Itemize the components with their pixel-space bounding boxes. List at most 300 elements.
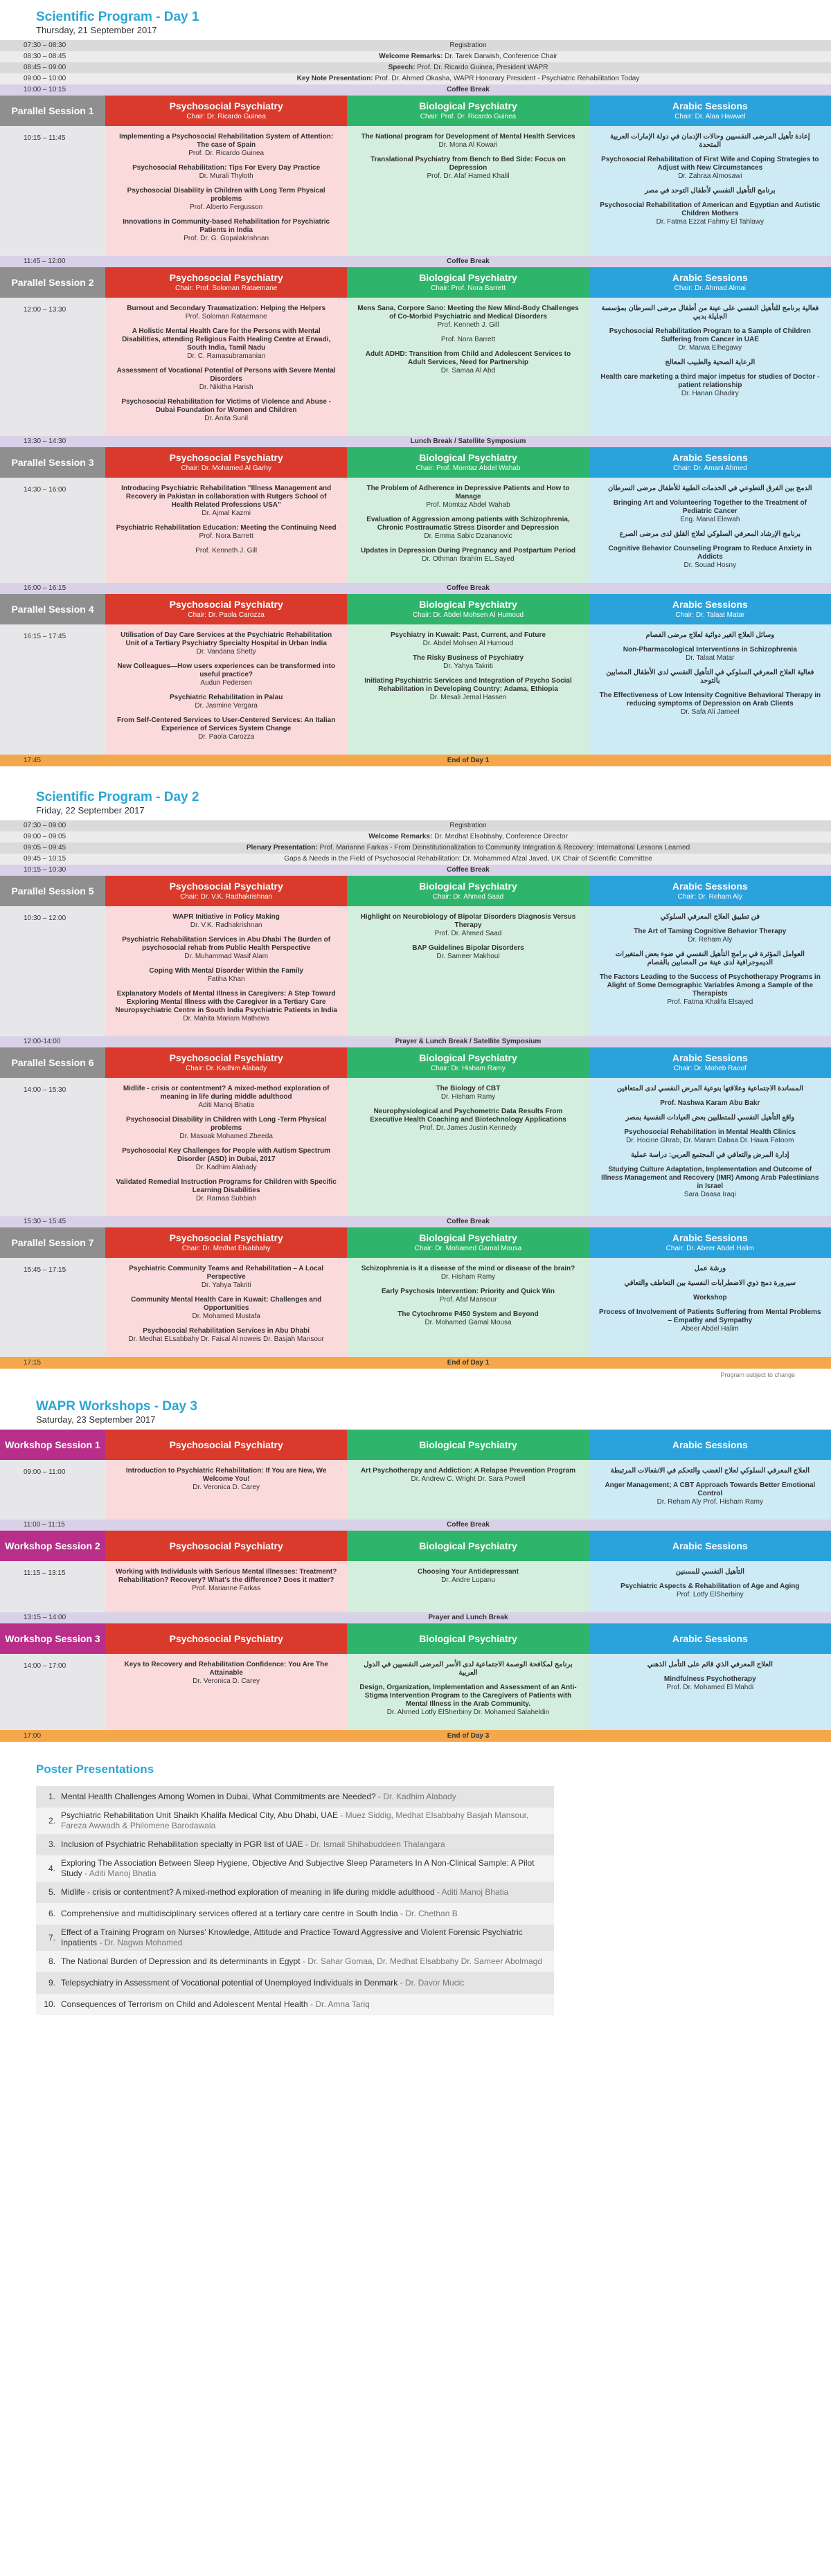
biological-track-header (347, 1430, 589, 1460)
talk-item (357, 1108, 579, 1133)
arabic-talks (589, 298, 831, 436)
parallel-session-5 (0, 876, 831, 1036)
talk-title: وسائل العلاج الغير دوائية لعلاج مرضى الفصام (645, 631, 775, 639)
parallel-session-1 (0, 96, 831, 256)
psychosocial-track-name: Psychosocial Psychiatry (169, 881, 283, 892)
workshop-session-2 (0, 1531, 831, 1612)
biological-track-name: Biological Psychiatry (419, 272, 517, 283)
arabic-track-header (589, 1531, 831, 1561)
poster-text (61, 1978, 464, 1988)
biological-talks (347, 624, 589, 755)
row-time: 07:30 – 08:30 (24, 42, 66, 49)
biological-track-header (347, 1623, 589, 1654)
arabic-track-name: Arabic Sessions (672, 1632, 748, 1644)
talk-item (357, 1310, 579, 1327)
poster-text (61, 1839, 445, 1850)
poster-authors: - Dr. Ismail Shihabuddeen Thalangara (303, 1839, 445, 1849)
talk-speaker: Dr. Andre Lupanu (441, 1576, 495, 1584)
poster-item (36, 1786, 554, 1808)
day3-header (0, 1378, 831, 1425)
poster-title-text: Mental Health Challenges Among Women in Dubai, What Commitments are Needed? (61, 1792, 376, 1801)
talk-title: برنامج الإرشاد المعرفي السلوكي لعلاج القلق لدى مرضى الصرع (619, 530, 801, 538)
poster-title-text: Psychiatric Rehabilitation Unit Shaikh Khalifa Medical City, Abu Dhabi, UAE (61, 1810, 338, 1820)
talk-title: Psychosocial Rehabilitation Program to a Sample of Children Suffering from Cancer in UAE (609, 327, 811, 343)
day1-break-2: 11:45 – 12:00 Coffee Break (0, 256, 831, 267)
arabic-track-chair: Chair: Dr. Ahmad Almai (674, 285, 746, 292)
session-label: Parallel Session 2 (0, 267, 105, 298)
talk-speaker: Dr. Veronica D. Carey (193, 1484, 260, 1491)
talk-title: Schizophrenia is it a disease of the mind or disease of the brain? (361, 1265, 575, 1272)
talk-title: Explanatory Models of Mental Illness in Caregivers: A Step Toward Exploring Mental Illness with the Caregiver in a Tertiary Care Neuropsychiatric Centre in South India Psychiatric Patients in India (115, 990, 337, 1014)
talk-speaker: Dr. Nikitha Harish (199, 384, 253, 391)
parallel-session-2 (0, 267, 831, 436)
session-time: 10:30 – 12:00 (0, 906, 105, 1036)
session-label: Parallel Session 3 (0, 447, 105, 478)
session-label: Parallel Session 1 (0, 96, 105, 126)
arabic-talks (589, 906, 831, 1036)
talk-item (599, 1568, 821, 1576)
psychosocial-talks (105, 1258, 347, 1357)
arabic-track-chair: Chair: Dr. Alaa Hawwel (674, 113, 746, 120)
poster-item (36, 1925, 554, 1951)
psychosocial-track-header (105, 1623, 347, 1654)
talk-speaker: Dr. Anita Sunil (204, 415, 249, 422)
session-time: 15:45 – 17:15 (0, 1258, 105, 1357)
talk-speaker: Prof. Dr. Afaf Hamed Khalil (427, 172, 510, 180)
talk-title: From Self-Centered Services to User-Centered Services: An Italian Experience of Services System Change (117, 717, 336, 732)
day3-prayer: 13:15 – 14:00 Prayer and Lunch Break (0, 1612, 831, 1623)
psychosocial-track-name: Psychosocial Psychiatry (169, 272, 283, 283)
psychosocial-talks (105, 1078, 347, 1216)
session-time: 14:00 – 17:00 (0, 1654, 105, 1730)
talk-item (115, 1265, 337, 1290)
talk-speaker: Prof. Dr. Ricardo Guinea (188, 150, 265, 157)
talk-title: Evaluation of Aggression among patients with Schizophrenia, Chronic Posttraumatic Stress Disorder and Depression (366, 516, 570, 532)
poster-number: 1. (48, 1792, 55, 1801)
psychosocial-track-chair: Chair: Prof. Soloman Rataemane (175, 285, 278, 292)
day3-date: Saturday, 23 September 2017 (36, 1414, 156, 1425)
arabic-track-header (589, 1623, 831, 1654)
talk-speaker: Prof. Kenneth J. Gill (437, 321, 499, 329)
biological-track-header (347, 267, 589, 298)
talk-title: The National program for Development of Mental Health Services (361, 133, 575, 141)
psychosocial-track-header (105, 594, 347, 624)
biological-track-header (347, 447, 589, 478)
talk-title: Adult ADHD: Transition from Child and Adolescent Services to Adult Services, Need for Partnership (365, 350, 571, 366)
session-label: Parallel Session 4 (0, 594, 105, 624)
talk-item (599, 485, 821, 493)
session-header (0, 1227, 831, 1258)
day1-title: Scientific Program - Day 1 (36, 10, 199, 24)
talk-speaker: Dr. Reham Aly Prof. Hisham Ramy (656, 1498, 763, 1506)
psychosocial-track-header (105, 1430, 347, 1460)
opening-row (0, 62, 831, 73)
talk-speaker: Dr. Reham Aly (688, 936, 733, 944)
talk-speaker: Dr. Kadhim Alabady (195, 1164, 257, 1171)
session-header (0, 876, 831, 906)
day2-prayer: 12:00-14:00 Prayer & Lunch Break / Satellite Symposium (0, 1036, 831, 1047)
biological-track-name: Biological Psychiatry (419, 1052, 517, 1063)
opening-row (0, 51, 831, 62)
day2-break-1: 10:15 – 10:30 Coffee Break (0, 865, 831, 876)
biological-track-name: Biological Psychiatry (419, 1540, 517, 1551)
talk-title: Art Psychotherapy and Addiction: A Relapse Prevention Program (360, 1467, 576, 1475)
talk-item (357, 485, 579, 510)
talk-speaker: Dr. Ajmal Kazmi (202, 510, 251, 517)
poster-authors: - Dr. Amna Tariq (307, 1999, 370, 2009)
day1-break-3: 16:00 – 16:15 Coffee Break (0, 583, 831, 594)
talk-item (357, 944, 579, 961)
talk-speaker: Prof. Afaf Mansour (439, 1296, 497, 1304)
arabic-track-header (589, 1047, 831, 1078)
session-body (0, 624, 831, 755)
session-label: Parallel Session 5 (0, 876, 105, 906)
day3-title: WAPR Workshops - Day 3 (36, 1399, 197, 1414)
talk-title: Psychiatric Aspects & Rehabilitation of Age and Aging (620, 1583, 800, 1590)
biological-track-chair: Chair: Dr. Mohamed Gamal Mousa (414, 1245, 522, 1252)
talk-speaker: Dr. Vandana Shetty (196, 648, 256, 656)
poster-number: 10. (44, 1999, 55, 2009)
talk-title: التأهيل النفسي للمسنين (675, 1568, 744, 1576)
talk-title: Choosing Your Antidepressant (418, 1568, 519, 1576)
session-label: Parallel Session 6 (0, 1047, 105, 1078)
biological-track-chair: Chair: Prof. Dr. Ricardo Guinea (420, 113, 517, 120)
workshop-session-3 (0, 1623, 831, 1730)
talk-title: Midlife - crisis or contentment? A mixed-method exploration of meaning in life during middle adulthood (123, 1085, 330, 1101)
row-time: 09:00 – 10:00 (24, 75, 66, 82)
talk-title: BAP Guidelines Bipolar Disorders (412, 944, 524, 952)
session-body (0, 1561, 831, 1612)
talk-item (115, 367, 337, 392)
poster-item (36, 1882, 554, 1903)
talk-title: The Factors Leading to the Success of Psychotherapy Programs in Alight of Some Demographic Variables Among a Sample of the Therapists (599, 973, 821, 998)
talk-speaker: Dr. Mohamed Mustafa (192, 1313, 260, 1320)
talk-title: Cognitive Behavior Counseling Program to Reduce Anxiety in Addicts (608, 545, 812, 561)
poster-number: 3. (48, 1839, 55, 1849)
session-time: 11:15 – 13:15 (0, 1561, 105, 1612)
talk-item (357, 913, 579, 938)
session-label: Workshop Session 1 (0, 1430, 105, 1460)
biological-track-header (347, 1531, 589, 1561)
session-body (0, 1654, 831, 1730)
biological-track-header (347, 96, 589, 126)
psychosocial-track-chair: Chair: Dr. Kadhim Alabady (186, 1065, 267, 1072)
talk-speaker: Abeer Abdel Halim (681, 1325, 739, 1333)
talk-item (357, 516, 579, 541)
session-time: 14:00 – 15:30 (0, 1078, 105, 1216)
session-header (0, 594, 831, 624)
biological-track-name: Biological Psychiatry (419, 1632, 517, 1644)
talk-item (115, 164, 337, 181)
psychosocial-talks (105, 1561, 347, 1612)
arabic-track-name: Arabic Sessions (672, 100, 748, 111)
row-text: Gaps & Needs in the Field of Psychosocial Rehabilitation: Dr. Mohammed Afzal Javed, UK Chair of Scientific Committee (284, 855, 652, 863)
talk-speaker: Dr. Paola Carozza (198, 733, 255, 741)
session-body (0, 906, 831, 1036)
talk-speaker: Prof. Nora Barrett (199, 532, 253, 540)
talk-speaker: Prof. Marianne Farkas (192, 1585, 261, 1592)
parallel-session-7 (0, 1227, 831, 1357)
talk-item (357, 1467, 579, 1484)
talk-speaker: Dr. Mesali Jemal Hassen (429, 694, 507, 701)
psychosocial-track-name: Psychosocial Psychiatry (169, 1052, 283, 1063)
talk-title: Coping With Mental Disorder Within the Family (149, 967, 303, 975)
talk-title: Health care marketing a third major impetus for studies of Doctor - patient relationship (600, 373, 820, 389)
talk-item (115, 1327, 337, 1344)
talk-speaker: Dr. Fatma Ezzat Fahmy El Tahlawy (656, 218, 765, 226)
day2-title: Scientific Program - Day 2 (36, 790, 199, 804)
psychosocial-track-header (105, 267, 347, 298)
talk-speaker: Dr. Hocine Ghrab, Dr. Maram Dabaa Dr. Hawa Fatoom (626, 1137, 794, 1144)
talk-title: Workshop (692, 1294, 727, 1301)
day2-date: Friday, 22 September 2017 (36, 805, 145, 816)
day1-end: 17:45 End of Day 1 (0, 755, 831, 766)
talk-title: Psychosocial Rehabilitation for Victims of Violence and Abuse - Dubai Foundation for Women and Children (121, 398, 331, 414)
biological-track-name: Biological Psychiatry (419, 1439, 517, 1450)
talk-title: WAPR Initiative in Policy Making (172, 913, 280, 921)
arabic-talks (589, 1561, 831, 1612)
biological-track-name: Biological Psychiatry (419, 881, 517, 892)
talk-item (115, 990, 337, 1023)
poster-item (36, 1903, 554, 1925)
talk-item (599, 631, 821, 640)
arabic-track-name: Arabic Sessions (672, 1439, 748, 1450)
psychosocial-track-chair: Chair: Dr. Mohamed Al Garhy (181, 465, 271, 472)
psychosocial-talks (105, 906, 347, 1036)
poster-item (36, 1855, 554, 1882)
talk-title: المساندة الاجتماعية وعلاقتها بنوعية المرض النفسي لدى المتعافين (616, 1085, 803, 1092)
talk-title: Psychosocial Key Challenges for People with Autism Spectrum Disorder (ASD) in Dubai, 2017 (122, 1147, 331, 1163)
session-label: Workshop Session 2 (0, 1531, 105, 1561)
talk-title: Psychiatry in Kuwait: Past, Current, and Future (391, 631, 546, 639)
talk-speaker: Dr. Marwa Elhegawy (678, 344, 742, 352)
arabic-track-chair: Chair: Dr. Talaat Matar (675, 611, 745, 619)
talk-title: Early Psychosis Intervention: Priority and Quick Win (382, 1288, 555, 1295)
talk-item (599, 1265, 821, 1273)
talk-item (115, 1116, 337, 1141)
talk-item (115, 133, 337, 158)
arabic-track-chair: Chair: Dr. Moheb Raoof (673, 1065, 747, 1072)
talk-speaker: Prof. Fatma Khalifa Elsayed (667, 998, 753, 1006)
talk-title: الدمج بين الفرق التطوعي في الخدمات الطبية للأطفال مرضى السرطان (608, 485, 812, 492)
talk-item (599, 545, 821, 570)
opening-row (0, 40, 831, 51)
day2-break-2: 15:30 – 15:45 Coffee Break (0, 1216, 831, 1227)
talk-item (357, 1265, 579, 1281)
session-body (0, 478, 831, 583)
psychosocial-track-header (105, 96, 347, 126)
poster-text (61, 1999, 370, 2010)
arabic-talks (589, 1654, 831, 1730)
talk-title: إدارة المرض والتعافي في المجتمع العربي: دراسة عملية (631, 1151, 789, 1159)
poster-number: 5. (48, 1887, 55, 1897)
talk-speaker: Dr. V.K. Radhakrishnan (190, 921, 262, 929)
talk-speaker: Dr. Talaat Matar (686, 654, 735, 662)
talk-item (115, 1085, 337, 1110)
talk-item (599, 928, 821, 944)
arabic-track-header (589, 876, 831, 906)
talk-title: Implementing a Psychosocial Rehabilitation System of Attention: The case of Spain (119, 133, 334, 149)
talk-speaker: Dr. Emma Sabic Dzananovic (424, 532, 512, 540)
poster-text (61, 1909, 458, 1919)
talk-item (357, 1568, 579, 1585)
talk-title: Mindfulness Psychotherapy (663, 1675, 756, 1683)
talk-item (115, 663, 337, 687)
talk-item (599, 669, 821, 685)
psychosocial-talks (105, 624, 347, 755)
talk-item (599, 1279, 821, 1288)
row-time: 08:45 – 09:00 (24, 64, 66, 71)
talk-speaker: Aditi Manoj Bhatia (198, 1101, 254, 1109)
talk-title: Introduction to Psychiatric Rehabilitation: If You are New, We Welcome You! (125, 1467, 327, 1483)
talk-speaker: Prof. Nora Barrett (440, 336, 496, 343)
talk-title: العلاج المعرفي الذي قائم على التأمل الذهني (647, 1661, 773, 1668)
biological-track-name: Biological Psychiatry (419, 599, 517, 610)
psychosocial-talks (105, 298, 347, 436)
day1-lunch: 13:30 – 14:30 Lunch Break / Satellite Symposium (0, 436, 831, 447)
talk-speaker: Prof. Kenneth J. Gill (195, 547, 258, 555)
poster-number: 4. (48, 1863, 55, 1873)
arabic-track-name: Arabic Sessions (672, 881, 748, 892)
psychosocial-track-header (105, 1531, 347, 1561)
talk-item (599, 1151, 821, 1160)
arabic-talks (589, 624, 831, 755)
row-text: Prof. Marianne Farkas - From Deinstitutionalization to Community Integration & Recovery: International Lessons Learned (319, 844, 690, 852)
workshop-session-1 (0, 1430, 831, 1520)
talk-title: العوامل المؤثرة في برامج التأهيل النفسي في ضوء بعض المتغيرات الديموجرافية لدى عينة من المصابين بالفصام (615, 951, 805, 966)
arabic-track-chair: Chair: Dr. Amani Ahmed (672, 465, 747, 472)
biological-track-name: Biological Psychiatry (419, 1232, 517, 1243)
talk-title: العلاج المعرفي السلوكي لعلاج الغضب والتحكم في الانفعالات المرتبطة (610, 1467, 810, 1475)
talk-item (599, 913, 821, 921)
psychosocial-track-name: Psychosocial Psychiatry (169, 100, 283, 111)
session-body (0, 1258, 831, 1357)
opening-row (0, 820, 831, 831)
talk-title: Keys to Recovery and Rehabilitation Confidence: You Are The Attainable (124, 1661, 328, 1677)
talk-speaker: Prof. Dr. Ahmed Saad (434, 930, 502, 937)
talk-title: Introducing Psychiatric Rehabilitation "Illness Management and Recovery in Pakistan in collaboration with Rutgers School of Health Related Professions USA" (121, 485, 332, 509)
session-time: 14:30 – 16:00 (0, 478, 105, 583)
parallel-session-6 (0, 1047, 831, 1216)
talk-title: Anger Management; A CBT Approach Towards Better Emotional Control (605, 1481, 816, 1497)
talk-item (115, 936, 337, 961)
day3-end: 17:00 End of Day 3 (0, 1730, 831, 1742)
talk-item (599, 1675, 821, 1692)
talk-item (599, 646, 821, 663)
talk-item (599, 156, 821, 181)
talk-title: The Risky Business of Psychiatry (412, 654, 524, 662)
poster-number: 2. (48, 1815, 55, 1826)
talk-title: Utilisation of Day Care Services at the Psychiatric Rehabilitation Unit of a Tertiary Psychiatry Specialty Hospital in Urban India (120, 631, 332, 647)
psychosocial-track-name: Psychosocial Psychiatry (169, 1632, 283, 1644)
talk-title: A Holistic Mental Health Care for the Persons with Mental Disabilities, attending Religious Faith Healing Centre at Erwadi, South India, Tamil Nadu (122, 327, 331, 352)
talk-title: Psychiatric Community Teams and Rehabilitation – A Local Perspective (129, 1265, 324, 1281)
poster-title-text: Exploring The Association Between Sleep Hygiene, Objective And Subjective Sleep Parameters In A Non-Clinical Sample: A Pilot Study (61, 1858, 535, 1878)
psychosocial-talks (105, 1654, 347, 1730)
session-label: Parallel Session 7 (0, 1227, 105, 1258)
day3-break-1: 11:00 – 11:15 Coffee Break (0, 1520, 831, 1531)
psychosocial-track-name: Psychosocial Psychiatry (169, 1232, 283, 1243)
parallel-session-4 (0, 594, 831, 755)
talk-item (599, 1308, 821, 1333)
session-body (0, 1460, 831, 1520)
talk-item (599, 201, 821, 226)
talk-speaker: Dr. Mahita Mariam Mathews (183, 1015, 269, 1023)
talk-item (599, 133, 821, 150)
talk-speaker: Dr. Mona Al Kowari (438, 141, 498, 149)
row-label: Welcome Remarks: (368, 833, 433, 840)
psychosocial-track-name: Psychosocial Psychiatry (169, 1540, 283, 1551)
psychosocial-track-header (105, 447, 347, 478)
poster-number: 9. (48, 1978, 55, 1988)
talk-title: Bringing Art and Volunteering Together to the Treatment of Pediatric Cancer (613, 499, 807, 515)
session-time: 09:00 – 11:00 (0, 1460, 105, 1520)
biological-track-chair: Chair: Dr. Ahmed Saad (432, 893, 504, 901)
row-text: Registration (449, 822, 487, 829)
talk-title: Validated Remedial Instruction Programs for Children with Specific Learning Disabilities (116, 1178, 337, 1194)
poster-text (61, 1810, 548, 1831)
talk-title: إعادة تأهيل المرضى النفسيين وحالات الإدمان في دولة الإمارات العربية المتحدة (610, 133, 810, 149)
talk-title: Highlight on Neurobiology of Bipolar Disorders Diagnosis Versus Therapy (360, 913, 576, 929)
arabic-talks (589, 1460, 831, 1520)
arabic-track-header (589, 447, 831, 478)
talk-speaker: Dr. Zahraa Almosawi (678, 172, 742, 180)
talk-item (599, 499, 821, 524)
arabic-track-name: Arabic Sessions (672, 452, 748, 463)
session-time: 16:15 – 17:45 (0, 624, 105, 755)
poster-title: Poster Presentations (36, 1763, 154, 1776)
talk-speaker: Dr. Abdel Mohsen Al Humoud (422, 640, 514, 647)
talk-title: Neurophysiological and Psychometric Data Results From Executive Health Coaching and Biotechnology Applications (370, 1108, 566, 1124)
row-text: Registration (449, 42, 487, 49)
talk-speaker: Dr. Othman Ibrahim EL.Sayed (422, 555, 515, 563)
row-label: Welcome Remarks: (379, 53, 443, 60)
talk-speaker: Dr. Samaa Al Abd (440, 367, 496, 375)
poster-title-text: Comprehensive and multidisciplinary services offered at a tertiary care centre in South India (61, 1909, 398, 1918)
row-content (105, 843, 831, 854)
talk-speaker: Dr. Mohamed Gamal Mousa (425, 1319, 512, 1326)
biological-track-name: Biological Psychiatry (419, 452, 517, 463)
talk-title: واقع التأهيل النفسي للمتطلبين بعض العيادات النفسية بمصر (625, 1114, 795, 1122)
biological-talks (347, 1258, 589, 1357)
biological-track-chair: Chair: Dr. Abdel Mohsen Al Humoud (412, 611, 524, 619)
poster-authors: - Dr. Chethan B (397, 1909, 458, 1918)
day2-header (0, 766, 831, 816)
poster-title-text: The National Burden of Depression and its determinants in Egypt (61, 1956, 301, 1966)
talk-speaker: Sara Daasa Iraqi (683, 1191, 736, 1198)
talk-speaker: Dr. Yahya Takriti (443, 663, 493, 670)
talk-item (599, 1661, 821, 1669)
talk-title: Psychosocial Rehabilitation of American and Egyptian and Autistic Children Mothers (600, 201, 821, 217)
talk-item (115, 524, 337, 541)
arabic-track-name: Arabic Sessions (672, 1540, 748, 1551)
psychosocial-track-header (105, 1047, 347, 1078)
biological-track-header (347, 1227, 589, 1258)
talk-title: Burnout and Secondary Traumatization: Helping the Helpers (127, 305, 326, 312)
day1-date: Thursday, 21 September 2017 (36, 25, 157, 35)
session-body (0, 1078, 831, 1216)
talk-item (357, 1288, 579, 1304)
poster-title-text: Inclusion of Psychiatric Rehabilitation specialty in PGR list of UAE (61, 1839, 303, 1849)
talk-title: Innovations in Community-based Rehabilitation for Psychiatric Patients in India (123, 218, 330, 234)
talk-item (357, 631, 579, 648)
poster-text (61, 1956, 542, 1967)
row-time: 08:30 – 08:45 (24, 53, 66, 60)
poster-authors: - Aditi Manoj Bhatia (434, 1887, 509, 1897)
talk-item (357, 156, 579, 181)
talk-title: فعالية العلاج المعرفي السلوكي في التأهيل النفسي لدى الأطفال المصابين بالتوحد (606, 669, 814, 685)
psychosocial-track-header (105, 876, 347, 906)
